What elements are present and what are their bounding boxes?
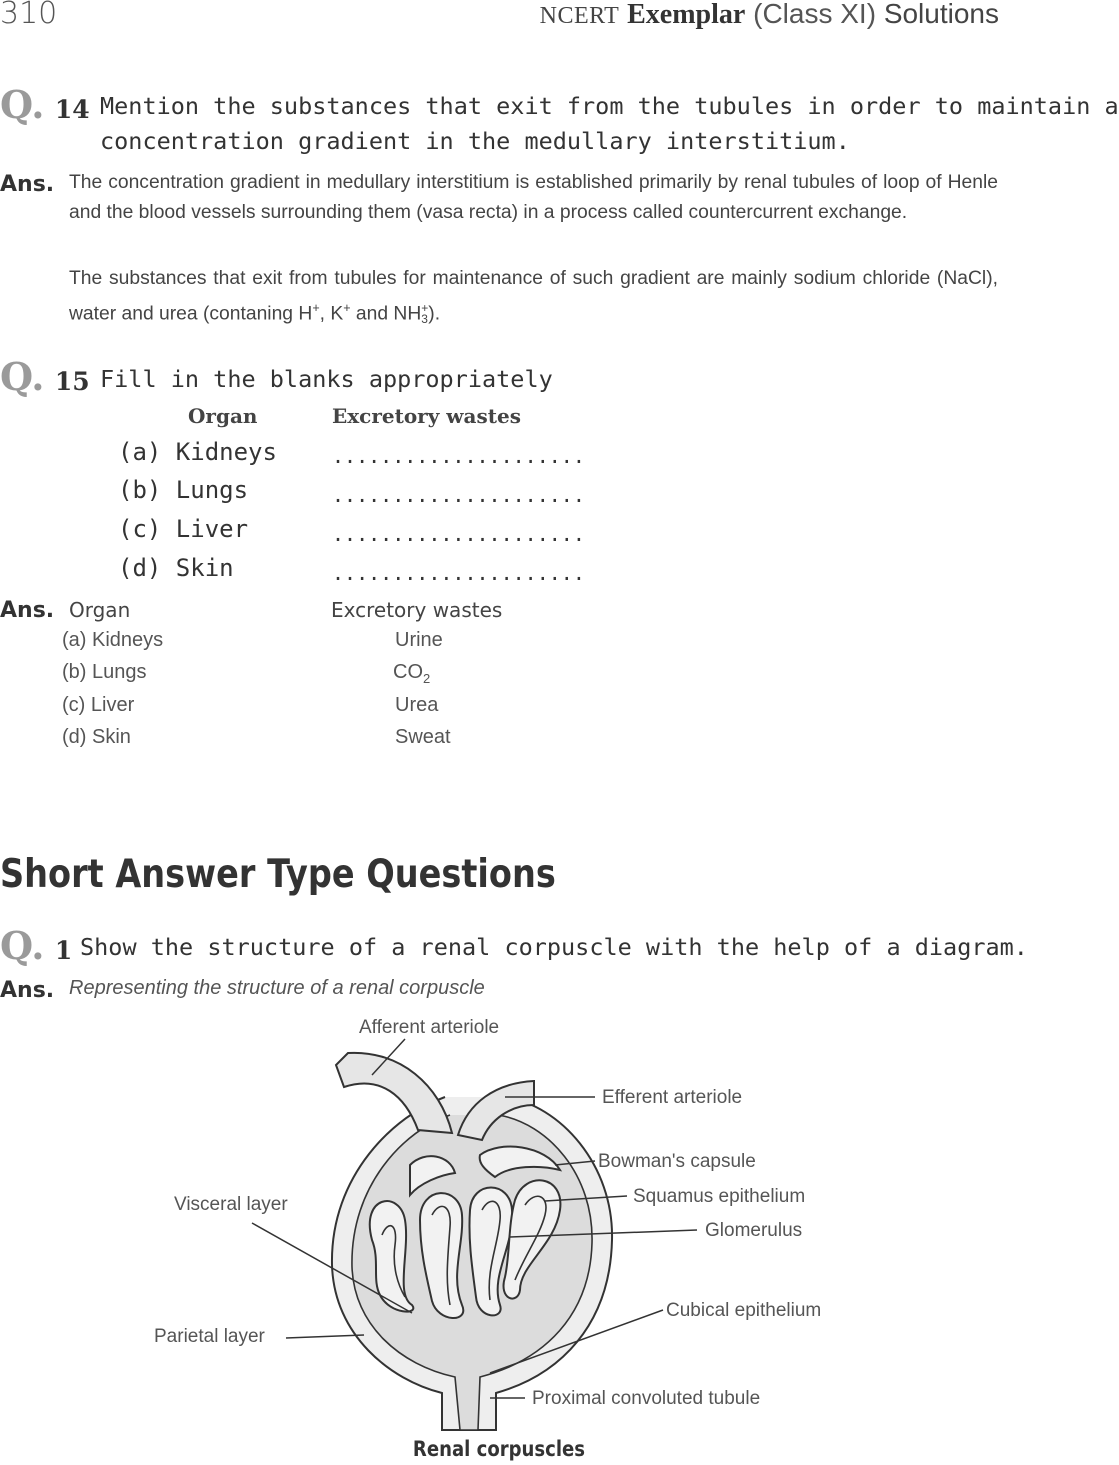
q14-para1: The concentration gradient in medullary interstitium is established primarily by renal tubules of loop of Henle and the blood vessels surrounding them (vasa recta) in a process called countercurrent exchange.: [69, 172, 998, 223]
sq1-ans-text: Representing the structure of a renal corpuscle: [69, 977, 485, 999]
q14-para2-a: The substances that exit from tubules for maintenance of such gradient are mainly sodium chloride (NaCl), water and urea (contaning H: [69, 268, 998, 324]
sq1-text: Show the structure of a renal corpuscle with the help of a diagram.: [80, 933, 1028, 961]
q15-blank-b[interactable]: .....................: [332, 483, 585, 507]
q14-sup1: +: [312, 300, 320, 315]
q15-blank-a[interactable]: .....................: [332, 444, 585, 468]
q15-blank-c[interactable]: .....................: [332, 522, 585, 546]
q15-text: Fill in the blanks appropriately: [100, 365, 553, 393]
q15-ans-organ-c: (c) Liver: [62, 694, 135, 716]
label-cubical-epithelium: Cubical epithelium: [666, 1300, 822, 1321]
q15-ans-organ-a: (a) Kidneys: [62, 629, 164, 651]
sq1-mark: Q.: [0, 923, 45, 968]
label-parietal-layer: Parietal layer: [154, 1326, 265, 1347]
q15-ans-waste-a: Urine: [395, 629, 443, 651]
header-exemplar: Exemplar: [627, 0, 746, 30]
running-header: [540, 0, 999, 31]
label-efferent-arteriole: Efferent arteriole: [602, 1087, 743, 1108]
q15-item-c: (c) Liver: [118, 515, 249, 543]
label-squamus-epithelium: Squamus epithelium: [633, 1186, 806, 1207]
label-visceral-layer: Visceral layer: [174, 1194, 288, 1215]
header-ncert: NCERT: [539, 3, 620, 29]
q15-col-waste: Excretory wastes: [332, 404, 521, 428]
q14-para2: [69, 264, 998, 328]
header-solutions: Solutions: [883, 0, 999, 29]
q15-ans-organ-b: (b) Lungs: [62, 661, 147, 683]
q15-item-a: (a) Kidneys: [118, 438, 277, 466]
q14-text: [100, 89, 1119, 159]
q14-mark: Q.: [0, 82, 45, 127]
q15-item-d: (d) Skin: [118, 554, 234, 582]
q15-ans-waste-c: Urea: [395, 694, 439, 716]
sq1-number: 1: [54, 936, 73, 965]
label-glomerulus: Glomerulus: [705, 1220, 803, 1241]
q15-col-organ: Organ: [188, 404, 258, 428]
q15-mark: Q.: [0, 354, 45, 399]
q15-ans-waste-b: [393, 661, 430, 686]
q14-sub3: 3: [421, 311, 428, 326]
q15-ans-label: Ans.: [0, 598, 55, 623]
page-number: 310: [0, 0, 58, 31]
q14-line2: concentration gradient in the medullary interstitium.: [100, 127, 850, 155]
q15-ans-col-waste: Excretory wastes: [331, 598, 503, 622]
label-bowman-capsule: Bowman's capsule: [598, 1151, 756, 1172]
diagram-caption: Renal corpuscles: [412, 1437, 586, 1461]
sq1-ans-label: Ans.: [0, 978, 55, 1003]
q14-para2-d: ).: [428, 302, 441, 324]
q14-ans-label: Ans.: [0, 172, 55, 197]
q15-number: 15: [54, 367, 90, 396]
q14-line1: Mention the substances that exit from the tubules in order to maintain a: [100, 92, 1119, 120]
label-afferent-arteriole: Afferent arteriole: [359, 1017, 500, 1038]
renal-corpuscle-diagram: [0, 1005, 999, 1435]
q15-ans-col-organ: Organ: [69, 598, 131, 622]
q15-ans-waste-d: Sweat: [395, 726, 451, 748]
q15-ans-organ-d: (d) Skin: [62, 726, 131, 748]
header-class: (Class XI): [753, 0, 877, 29]
q14-question: [0, 82, 90, 127]
q14-sup3: +: [421, 300, 429, 315]
q14-para2-b: , K: [319, 302, 344, 324]
q15-question: [0, 354, 90, 399]
q14-number: 14: [54, 95, 90, 124]
label-proximal-tubule: Proximal convoluted tubule: [532, 1388, 761, 1409]
q14-para2-c: and NH: [350, 302, 422, 324]
sq1-question: [0, 923, 72, 968]
section-title: Short Answer Type Questions: [0, 852, 556, 897]
q15-item-b: (b) Lungs: [118, 476, 249, 504]
q15-blank-d[interactable]: .....................: [332, 561, 585, 585]
q14-sup2: +: [343, 300, 351, 315]
q15-ans-waste-b-text: CO: [393, 661, 423, 683]
afferent-arteriole-shape: [336, 1053, 452, 1133]
q15-ans-waste-b-sub: 2: [423, 671, 431, 686]
